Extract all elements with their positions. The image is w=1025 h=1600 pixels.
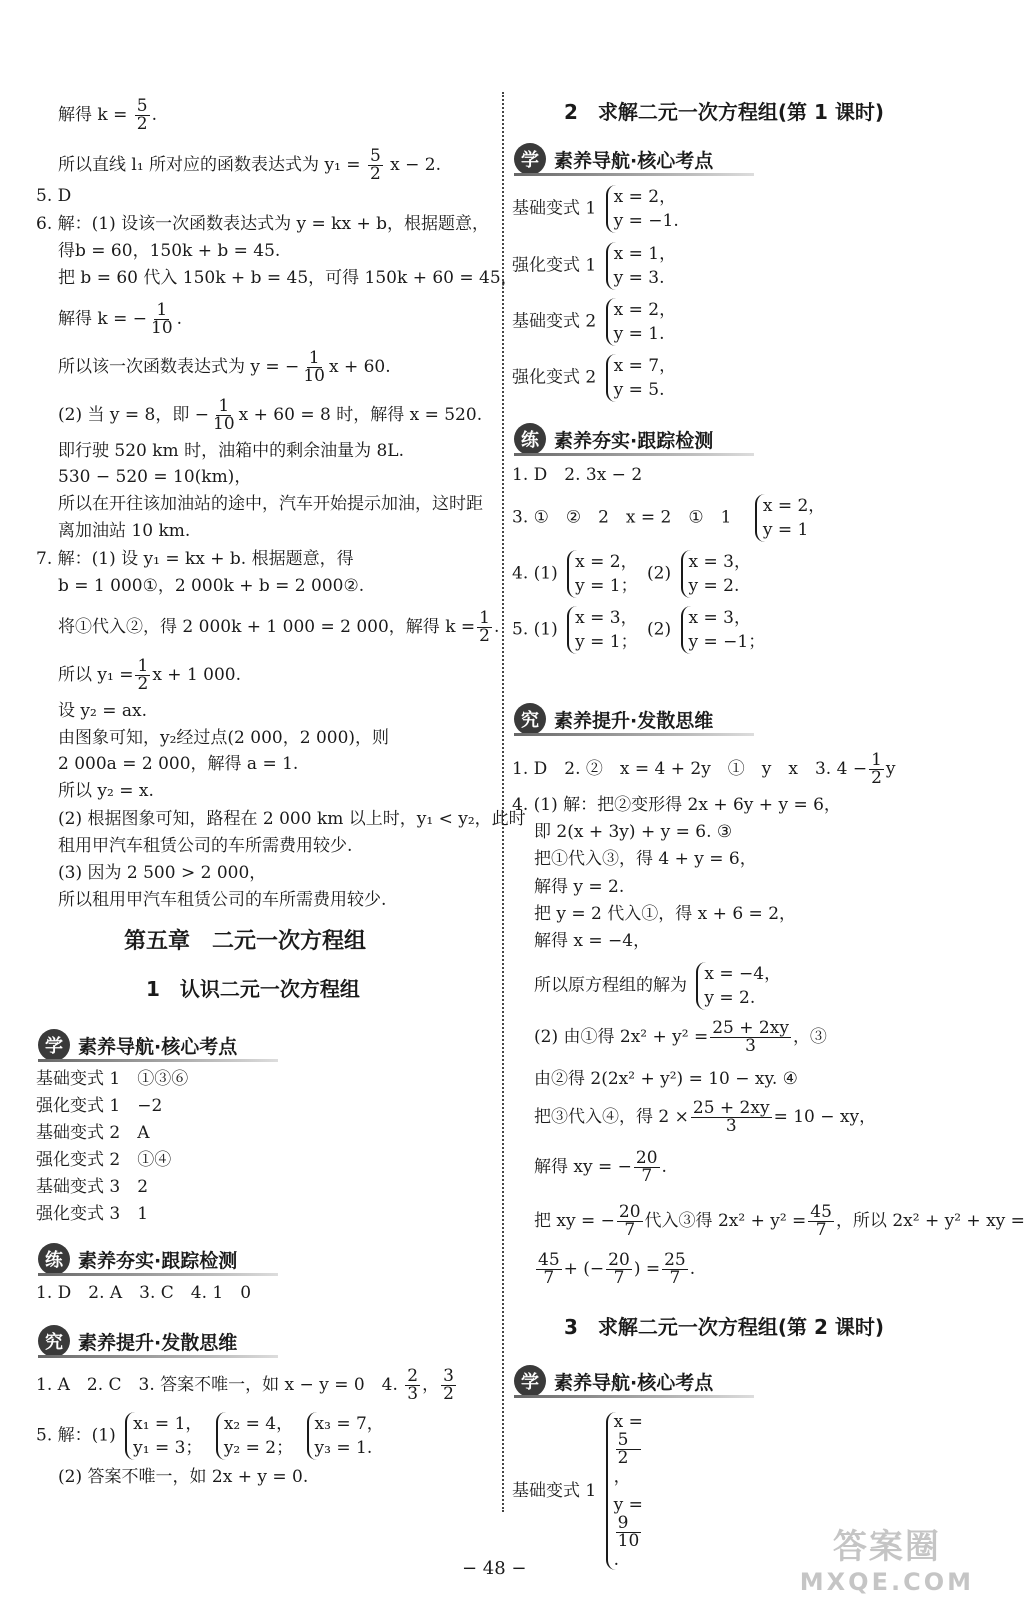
line: 6. 解：(1) 设该一次函数表达式为 y = kx + b，根据题意，: [36, 214, 489, 234]
line: 1. D 2. A 3. C 4. 1 0: [36, 1283, 252, 1303]
banner-title: 素养夯实·跟踪检测: [78, 1249, 238, 1272]
section-banner: [38, 1324, 278, 1358]
section-banner: [38, 1242, 278, 1276]
banner-title: 素养夯实·跟踪检测: [554, 429, 714, 452]
line: 4. (1) 解：把②变形得 2x + 6y + y = 6，: [512, 795, 841, 815]
line: 即 2(x + 3y) + y = 6. ③: [534, 822, 733, 842]
fraction: $\frac{20}{7}$: [608, 1250, 630, 1288]
line: 即行驶 520 km 时，油箱中的剩余油量为 8L.: [58, 441, 404, 461]
chapter-title: 第五章 二元一次方程组: [124, 929, 367, 954]
answer-5: 5. D: [36, 186, 72, 206]
equation-system: x = 2， y = 1；: [567, 550, 637, 598]
banner-title: 素养提升·发散思维: [78, 1331, 238, 1354]
jiu-badge-icon: 究: [38, 1325, 70, 1357]
banner-title: 素养导航·核心考点: [554, 149, 714, 172]
xue-badge-icon: 学: [38, 1029, 70, 1061]
banner-title: 素养导航·核心考点: [554, 1371, 714, 1394]
line: 5. (1) x = 3， y = 1； (2) x = 3， y = −1；: [512, 608, 766, 652]
equation-system: x₃ = 7， y₃ = 1.: [307, 1412, 384, 1460]
fraction: $\frac{1}{10}$: [213, 396, 235, 434]
watermark: 答案圈 MXQE.COM: [799, 1527, 974, 1596]
line: 解得 xy = − $\frac{20}{7}$ .: [534, 1148, 667, 1186]
fraction: $\frac{25}{7}$: [664, 1250, 686, 1288]
line: 所以直线 l₁ 所对应的函数表达式为 y₁ = $\frac{5}{2}$ x − 2.: [58, 146, 442, 184]
line: 解得 k = − $\frac{1}{10}$ .: [58, 300, 183, 338]
fraction: 9 10: [617, 1513, 640, 1551]
line: 离加油站 10 km.: [58, 521, 191, 541]
equation-system: x = 7， y = 5.: [606, 354, 676, 402]
line: 把③代入④，得 2 × $\frac{25 + 2xy}{3}$ = 10 − xy，: [534, 1098, 877, 1136]
fraction: $\frac{20}{7}$: [635, 1148, 658, 1186]
line: 4. (1) x = 2， y = 1； (2) x = 3， y = 2.: [512, 552, 751, 596]
fraction: $\frac{1}{2}$: [871, 750, 882, 788]
banner-underline: [514, 173, 754, 176]
list-item: 强化变式 1 −2: [36, 1096, 163, 1116]
fraction: $\frac{2}{3}$: [407, 1366, 419, 1404]
banner-underline: [38, 1355, 278, 1358]
xue-badge-icon: 学: [514, 1365, 546, 1397]
list-item: 基础变式 1 x = 2， y = −1.: [512, 187, 679, 231]
line: 1. D 2. ② x = 4 + 2y ① y x 3. 4 − $\frac{1}{2}$ y: [512, 750, 896, 788]
line: 所以原方程组的解为 x = −4， y = 2.: [534, 964, 782, 1008]
fraction: $\frac{25 + 2xy}{3}$: [692, 1098, 770, 1136]
banner-underline: [514, 733, 754, 736]
line: 2 000a = 2 000，解得 a = 1.: [58, 754, 299, 774]
column-divider: [502, 92, 504, 1512]
line: 租用甲汽车租赁公司的车所需费用较少.: [58, 836, 353, 856]
section-title: 3 求解二元一次方程组(第 2 课时): [564, 1315, 885, 1339]
xue-badge-icon: 学: [514, 143, 546, 175]
equation-system: x = 3， y = 1；: [567, 606, 637, 654]
line: 所以该一次函数表达式为 y = − $\frac{1}{10}$ x + 60.: [58, 348, 391, 386]
lian-badge-icon: 练: [514, 423, 546, 455]
equation-system: x = 3， y = −1；: [681, 606, 766, 654]
fraction: $\frac{45}{7}$: [538, 1250, 560, 1288]
lian-badge-icon: 练: [38, 1243, 70, 1275]
banner-underline: [514, 453, 754, 456]
list-item: 基础变式 1 ①③⑥: [36, 1069, 189, 1089]
line: 设 y₂ = ax.: [58, 701, 148, 721]
line: 解得 x = −4，: [534, 931, 651, 951]
equation-system: x = 2， y = 1.: [606, 298, 676, 346]
line: 3. ① ② 2 x = 2 ① 1 x = 2， y = 1: [512, 496, 826, 540]
line: 所以在开往该加油站的途中，汽车开始提示加油，这时距: [58, 494, 483, 514]
line: 1. D 2. 3x − 2: [512, 465, 643, 485]
line: 解得 k = $\frac{5}{2}$ .: [58, 96, 157, 134]
list-item: 强化变式 3 1: [36, 1204, 149, 1224]
fraction: $\frac{1}{10}$: [151, 300, 173, 338]
banner-title: 素养导航·核心考点: [78, 1035, 238, 1058]
line: (3) 因为 2 500 > 2 000，: [58, 863, 267, 883]
equation-system: x = 2， y = −1.: [606, 185, 679, 233]
list-item: 基础变式 2 x = 2， y = 1.: [512, 300, 677, 344]
line: $\frac{45}{7}$ + (− $\frac{20}{7}$ ) = $\frac{25}{7}$ .: [538, 1250, 696, 1288]
equation-system: x = 3， y = 2.: [681, 550, 751, 598]
line: 把 y = 2 代入①，得 x + 6 = 2，: [534, 904, 797, 924]
line: (2) 由①得 2x² + y² = $\frac{25 + 2xy}{3}$ ，③: [534, 1018, 827, 1056]
equation-system: x = −4， y = 2.: [696, 962, 781, 1010]
list-item: 强化变式 2 x = 7， y = 5.: [512, 356, 677, 400]
fraction: $\frac{5}{2}$: [369, 146, 381, 184]
line: (2) 根据图象可知，路程在 2 000 km 以上时，y₁ < y₂，此时: [58, 809, 526, 829]
list-item: 强化变式 2 ①④: [36, 1150, 172, 1170]
line: 1. A 2. C 3. 答案不唯一，如 x − y = 0 4. $\frac{2}{3}$ ， $\frac{3}{2}$: [36, 1366, 454, 1404]
line: (2) 答案不唯一，如 2x + y = 0.: [58, 1467, 309, 1487]
fraction: $\frac{20}{7}$: [618, 1202, 641, 1240]
line: 所以 y₁ = $\frac{1}{2}$ x + 1 000.: [58, 656, 242, 694]
list-item: 基础变式 3 2: [36, 1177, 149, 1197]
line: 得b = 60，150k + b = 45.: [58, 241, 281, 261]
fraction: $\frac{1}{10}$: [303, 348, 325, 386]
equation-system: x = 2， y = 1: [755, 494, 825, 542]
list-item: 强化变式 1 x = 1， y = 3.: [512, 244, 677, 288]
line: 将①代入②，得 2 000k + 1 000 = 2 000，解得 k = $\frac{1}{2}$ .: [58, 608, 500, 646]
fraction: $\frac{25 + 2xy}{3}$: [712, 1018, 789, 1056]
jiu-badge-icon: 究: [514, 703, 546, 735]
line: 解得 y = 2.: [534, 877, 625, 897]
fraction: 5 2: [616, 1432, 642, 1467]
list-item: 基础变式 1 x = 5 2 ， y = 9 10 .: [512, 1412, 643, 1570]
line: 7. 解：(1) 设 y₁ = kx + b. 根据题意，得: [36, 549, 354, 569]
section-banner: [514, 422, 754, 456]
line: 由图象可知，y₂经过点(2 000，2 000)，则: [58, 728, 390, 748]
fraction: $\frac{1}{2}$: [137, 656, 149, 694]
equation-system: x₂ = 4， y₂ = 2；: [216, 1412, 293, 1460]
section-banner: [514, 1364, 754, 1398]
line: (2) 当 y = 8，即 − $\frac{1}{10}$ x + 60 = 8 时，解得 x = 520.: [58, 396, 483, 434]
page-number: − 48 −: [462, 1558, 527, 1579]
list-item: 基础变式 2 A: [36, 1123, 150, 1143]
banner-underline: [514, 1395, 754, 1398]
section-banner: [514, 702, 754, 736]
equation-system: x₁ = 1， y₁ = 3；: [125, 1412, 202, 1460]
line: 把 b = 60 代入 150k + b = 45，可得 150k + 60 = 45，: [58, 268, 518, 288]
line: 所以 y₂ = x.: [58, 781, 154, 801]
line: 把 xy = − $\frac{20}{7}$ 代入③得 2x² + y² = $\frac{45}{7}$ ，所以 2x² + y² + xy =: [534, 1202, 1025, 1240]
banner-title: 素养提升·发散思维: [554, 709, 714, 732]
line: 把①代入③，得 4 + y = 6，: [534, 849, 757, 869]
line: 530 − 520 = 10(km)，: [58, 467, 252, 487]
equation-system: x = 1， y = 3.: [606, 242, 676, 290]
fraction: $\frac{45}{7}$: [810, 1202, 832, 1240]
line: 5. 解：(1) x₁ = 1， y₁ = 3； x₂ = 4， y₂ = 2； x₃ = 7， y₃ = 1.: [36, 1414, 384, 1458]
line: b = 1 000①，2 000k + b = 2 000②.: [58, 576, 365, 596]
fraction: $\frac{5}{2}$: [136, 96, 148, 134]
fraction: $\frac{3}{2}$: [443, 1366, 454, 1404]
line: 由②得 2(2x² + y²) = 10 − xy. ④: [534, 1069, 798, 1089]
section-title: 2 求解二元一次方程组(第 1 课时): [564, 100, 885, 124]
line: 所以租用甲汽车租赁公司的车所需费用较少.: [58, 890, 387, 910]
section-banner: [514, 142, 754, 176]
banner-underline: [38, 1273, 278, 1276]
section-banner: [38, 1028, 278, 1062]
section-title: 1 认识二元一次方程组: [146, 977, 360, 1001]
equation-system: x = 5 2 ， y = 9 10 .: [606, 1412, 644, 1570]
fraction: $\frac{1}{2}$: [479, 608, 490, 646]
banner-underline: [38, 1059, 278, 1062]
